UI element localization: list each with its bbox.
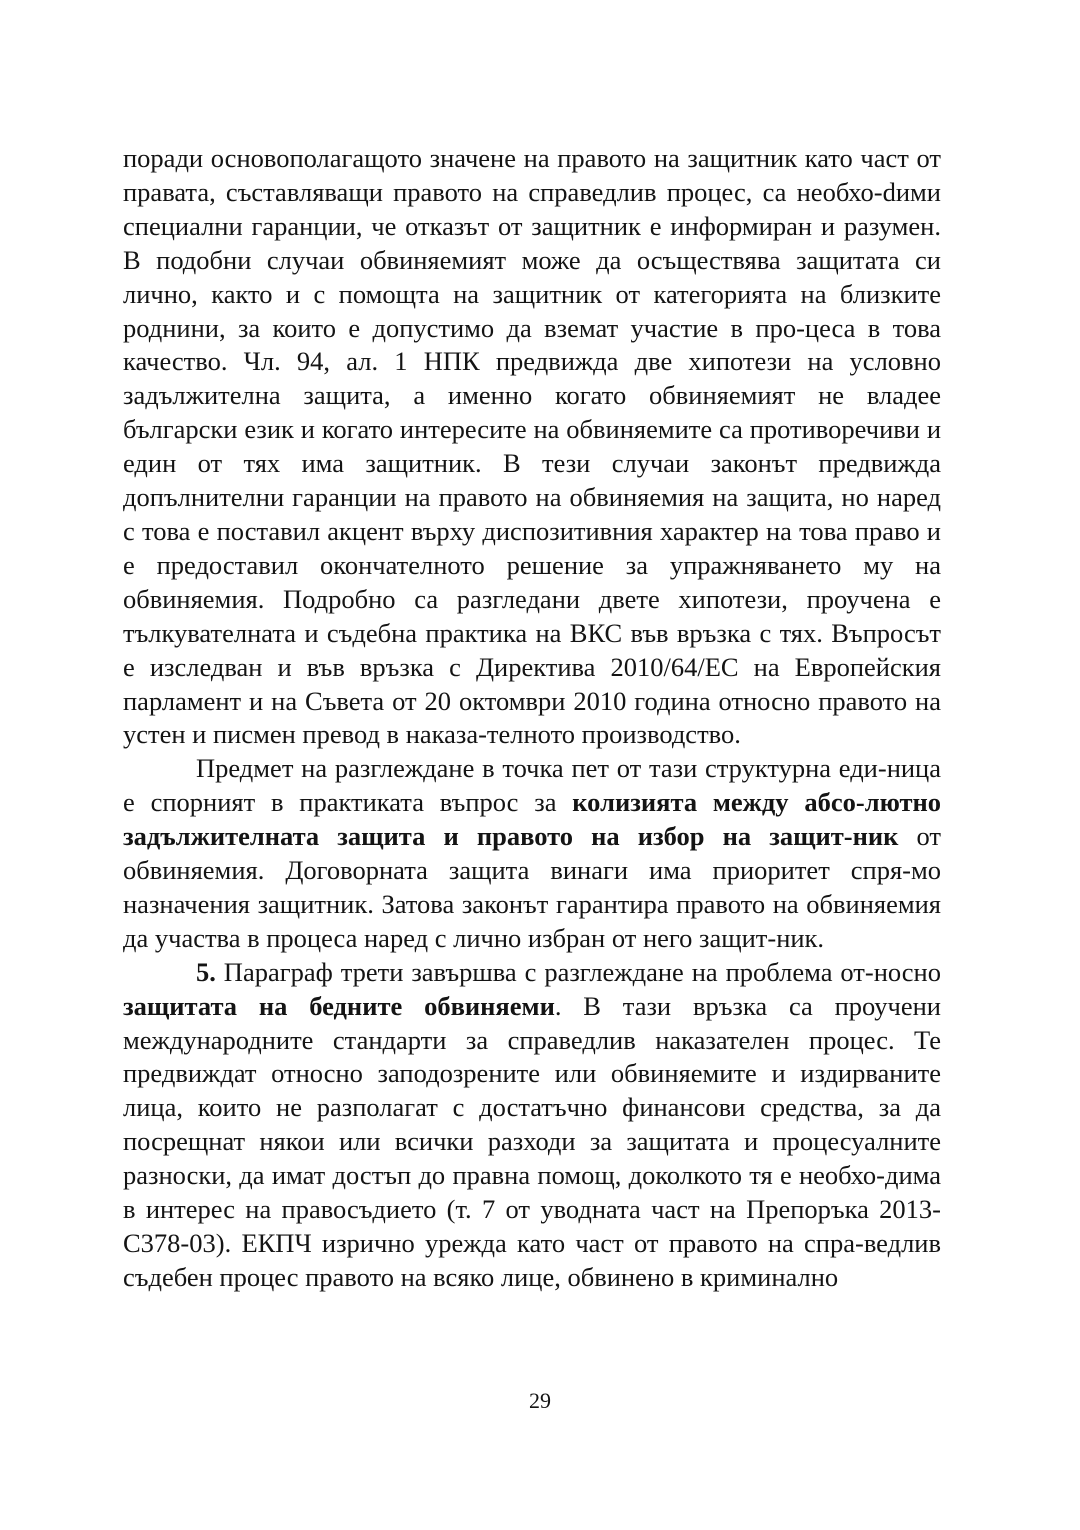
paragraph-2-bold-a: колизията между абсо-лютно задължителната защита и правото на избор на защит-ник bbox=[123, 787, 941, 852]
body-text bbox=[123, 142, 941, 1295]
paragraph-1: поради основополагащото значене на правото на защитник като част от правата, съставляващи правото на справедлив процес, са необхо-dими специални гаранции, че отказът от защитник е информиран и разумен. В подобни случаи обвиняемият може да осъществява защитата си лично, както и с помощта на защитник от категорията на близките роднини, за които е допустимо да вземат участие в про-цеса в това качество. Чл. 94, ал. 1 НПК предвижда две хипотези на условно задължителна защита, а именно когато обвиняемият не владее български език и когато интересите на обвиняемите са противоречиви и един от тях има защитник. В тези случаи законът предвижда допълнителни гаранции на правото на обвиняемия на защита, но наред с това е поставил акцент върху диспозитивния характер на това право и е предоставил окончателното решение за упражняването му на обвиняемия. Подробно са разгледани двете хипотези, проучена е тълкувателната и съдебна практика на ВКС във връзка с тях. Въпросът е изследван и във връзка с Директива 2010/64/ЕС на Европейския парламент и на Съвета от 20 октомври 2010 година относно правото на устен и писмен превод в наказа-телното производство. bbox=[123, 143, 941, 750]
paragraph-3-text-b: . В тази връзка са проучени международните стандарти за справедлив наказателен процес. Те предвиждат относно заподозрените или обвиняемите и издирваните лица, които не разполагат с достатъчно финансови средства, за да посрещнат някои или всички разходи за защитата и процесуалните разноски, да имат достъп до правна помощ, доколкото тя е необхо-дима в интерес на правосъдието (т. 7 от уводната част на Препоръка 2013-С378-03). ЕКПЧ изрично урежда като част от правото на спра-ведлив съдебен процес правото на всяко лице, обвинено в криминално bbox=[123, 990, 941, 1292]
paragraph-3 bbox=[123, 956, 941, 1295]
paragraph-3-number: 5. bbox=[196, 956, 216, 987]
paragraph-2-text-b: от обвиняемия. Договорната защита винаги има приоритет спря-мо назначения защитник. Затова законът гарантира правото на обвиняемия да участва в процеса наред с лично избран от него защит-ник. bbox=[123, 821, 942, 953]
paragraph-3-bold-a: защитата на бедните обвиняеми bbox=[123, 990, 555, 1021]
page-number: 29 bbox=[529, 1388, 551, 1413]
paragraph-2 bbox=[123, 752, 941, 955]
paragraph-3-text-a: Параграф трети завършва с разглеждане на проблема от-носно bbox=[215, 956, 941, 987]
paragraph-2-text-a: Предмет на разглеждане в точка пет от тази структурна еди-ница е спорният в практиката въпрос за bbox=[123, 753, 941, 818]
